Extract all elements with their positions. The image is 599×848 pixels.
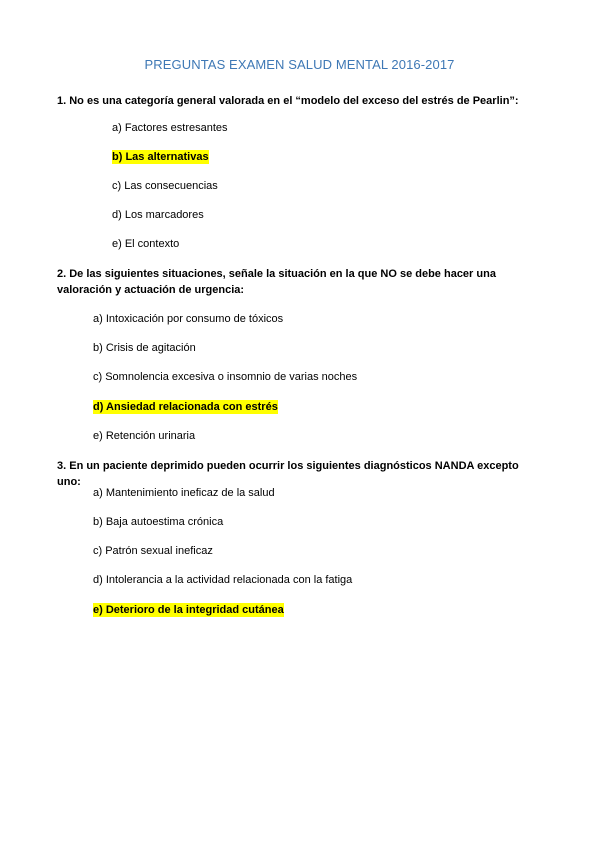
question-1-option-a: a) Factores estresantes bbox=[112, 122, 228, 134]
question-3-option-b: b) Baja autoestima crónica bbox=[93, 516, 224, 528]
question-1-option-e: e) El contexto bbox=[112, 238, 180, 250]
page-title: PREGUNTAS EXAMEN SALUD MENTAL 2016-2017 bbox=[144, 57, 455, 72]
question-2-option-c: c) Somnolencia excesiva o insomnio de varias noches bbox=[93, 371, 358, 383]
question-2-text: 2. De las siguientes situaciones, señale la situación en la que NO se debe hacer una valoración y actuación de urgencia: bbox=[57, 268, 496, 296]
question-3-option-a: a) Mantenimiento ineficaz de la salud bbox=[93, 487, 275, 499]
question-3-option-d: d) Intolerancia a la actividad relacionada con la fatiga bbox=[93, 574, 353, 586]
question-1-option-d: d) Los marcadores bbox=[112, 209, 204, 221]
question-2-option-b: b) Crisis de agitación bbox=[93, 342, 196, 354]
question-1-text: 1. No es una categoría general valorada en el “modelo del exceso del estrés de Pearlin”: bbox=[57, 95, 519, 107]
question-3-option-c: c) Patrón sexual ineficaz bbox=[93, 545, 213, 557]
question-1-option-b: b) Las alternativas bbox=[112, 151, 209, 163]
question-3-text: 3. En un paciente deprimido pueden ocurrir los siguientes diagnósticos NANDA excepto uno: bbox=[57, 460, 519, 488]
question-2-option-a: a) Intoxicación por consumo de tóxicos bbox=[93, 313, 284, 325]
question-2-option-d: d) Ansiedad relacionada con estrés bbox=[93, 401, 278, 413]
question-2-option-e: e) Retención urinaria bbox=[93, 430, 196, 442]
question-1-option-c: c) Las consecuencias bbox=[112, 180, 218, 192]
question-3-option-e: e) Deterioro de la integridad cutánea bbox=[93, 604, 284, 616]
